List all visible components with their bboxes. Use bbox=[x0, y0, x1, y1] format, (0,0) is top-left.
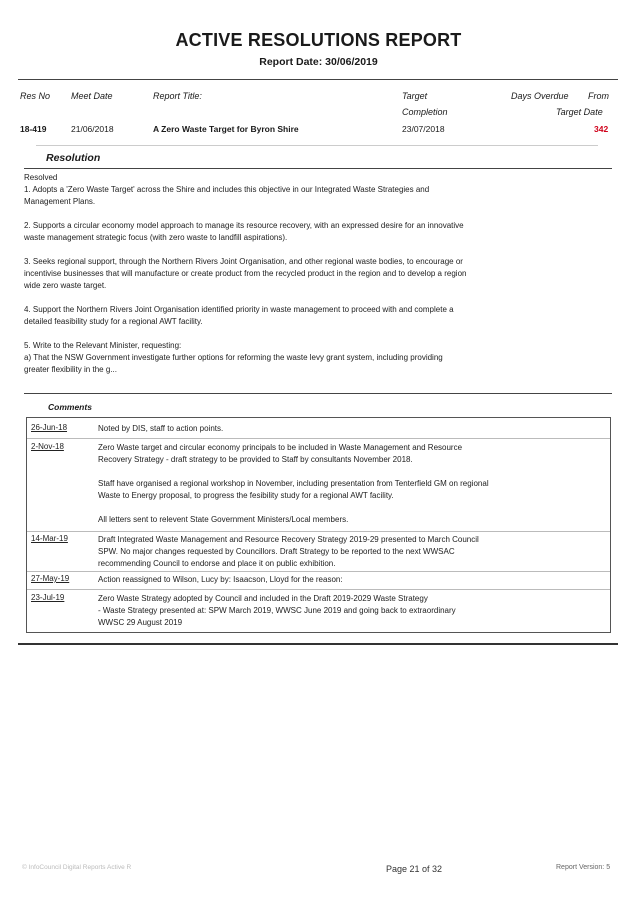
resolution-body bbox=[24, 172, 584, 376]
comment-text bbox=[98, 574, 598, 586]
page-bottom-rule bbox=[18, 643, 618, 645]
report-date: Report Date: 30/06/2019 bbox=[259, 56, 378, 68]
resolution-end-rule bbox=[24, 393, 612, 394]
record-res-no: 18-419 bbox=[20, 124, 47, 134]
resolution-p4b: detailed feasibility study for a regional AWT facility. bbox=[24, 317, 203, 326]
comment-line: WWSC 29 August 2019 bbox=[98, 618, 183, 627]
resolution-p3c: wide zero waste target. bbox=[24, 281, 107, 290]
record-meet-date: 21/06/2018 bbox=[71, 124, 114, 134]
footer-page-number: Page 21 of 32 bbox=[386, 864, 443, 874]
col-target-date: Target Date bbox=[556, 107, 603, 117]
comment-line: Waste to Energy proposal, to progress the fesibility study for a regional AWT facility. bbox=[98, 491, 394, 500]
comment-line: Recovery Strategy - draft strategy to be provided to Staff by consultants November 2018. bbox=[98, 455, 413, 464]
footer-copyright: © InfoCouncil Digital Reports Active R bbox=[22, 864, 132, 871]
col-from: From bbox=[588, 91, 609, 101]
comment-separator bbox=[27, 438, 610, 439]
comment-line: Noted by DIS, staff to action points. bbox=[98, 424, 224, 433]
resolution-p3b: incentivise businesses that will manufacture or create product from the recycled product in the region and to develop a region bbox=[24, 269, 467, 278]
resolution-p5c: greater flexibility in the g... bbox=[24, 365, 117, 374]
resolution-p1a: 1. Adopts a 'Zero Waste Target' across the Shire and includes this objective in our Integrated Waste Strategies and bbox=[24, 185, 430, 194]
resolution-rule bbox=[24, 168, 612, 169]
comment-date: 27-May-19 bbox=[31, 574, 70, 583]
comment-separator bbox=[27, 571, 610, 572]
comment-line: recommending Council to endorse and place it on public exhibition. bbox=[98, 559, 336, 568]
resolution-p5b: a) That the NSW Government investigate further options for reforming the waste levy grant system, including providing bbox=[24, 353, 443, 362]
col-target-1: Target bbox=[402, 91, 428, 101]
record-report-title: A Zero Waste Target for Byron Shire bbox=[153, 124, 299, 134]
col-target-2: Completion bbox=[402, 107, 448, 117]
comment-date: 26-Jun-18 bbox=[31, 423, 68, 432]
comment-line: All letters sent to relevent State Government Ministers/Local members. bbox=[98, 515, 349, 524]
comment-date: 23-Jul-19 bbox=[31, 593, 65, 602]
resolution-p2b: waste management strategic focus (with zero waste to landfill aspirations). bbox=[24, 233, 288, 242]
comment-text bbox=[98, 423, 598, 435]
comment-line: - Waste Strategy presented at: SPW March 2019, WWSC June 2019 and going back to extraordinary bbox=[98, 606, 456, 615]
comment-text bbox=[98, 534, 598, 570]
footer-version: Report Version: 5 bbox=[556, 864, 611, 871]
resolution-heading: Resolution bbox=[46, 152, 101, 164]
comments-heading: Comments bbox=[48, 402, 92, 412]
comment-line: Action reassigned to Wilson, Lucy by: Isaacson, Lloyd for the reason: bbox=[98, 575, 343, 584]
comment-text bbox=[98, 593, 598, 629]
comment-line: Zero Waste target and circular economy principals to be included in Waste Management and Resource bbox=[98, 443, 463, 452]
resolution-p5a: 5. Write to the Relevant Minister, requesting: bbox=[24, 341, 182, 350]
record-divider bbox=[36, 145, 598, 146]
comment-date: 2-Nov-18 bbox=[31, 442, 64, 451]
comment-line: SPW. No major changes requested by Councillors. Draft Strategy to be reported to the next WWSAC bbox=[98, 547, 455, 556]
comment-line: Staff have organised a regional workshop in November, including presentation from Tenterfield GM on regional bbox=[98, 479, 489, 488]
resolution-p2a: 2. Supports a circular economy model approach to manage its resource recovery, with an expressed desire for an innovative bbox=[24, 221, 464, 230]
col-days-overdue: Days Overdue bbox=[511, 91, 569, 101]
comment-text bbox=[98, 442, 598, 526]
comment-date: 14-Mar-19 bbox=[31, 534, 68, 543]
resolution-p3a: 3. Seeks regional support, through the Northern Rivers Joint Organisation, and other regional waste bodies, to encourage or bbox=[24, 257, 463, 266]
resolution-p4a: 4. Support the Northern Rivers Joint Organisation identified priority in waste management to proceed with and complete a bbox=[24, 305, 454, 314]
comment-separator bbox=[27, 531, 610, 532]
resolved-label: Resolved bbox=[24, 173, 58, 182]
record-days-overdue: 342 bbox=[594, 124, 609, 134]
record-target-completion: 23/07/2018 bbox=[402, 124, 445, 134]
col-meet-date: Meet Date bbox=[71, 91, 113, 101]
resolution-p1b: Management Plans. bbox=[24, 197, 96, 206]
header-top-rule bbox=[18, 79, 618, 80]
report-title: ACTIVE RESOLUTIONS REPORT bbox=[175, 30, 462, 50]
comment-line: Draft Integrated Waste Management and Resource Recovery Strategy 2019-29 presented to March Council bbox=[98, 535, 479, 544]
col-report-title: Report Title: bbox=[153, 91, 202, 101]
comment-separator bbox=[27, 589, 610, 590]
col-res-no: Res No bbox=[20, 91, 51, 101]
comment-line: Zero Waste Strategy adopted by Council and included in the Draft 2019-2029 Waste Strategy bbox=[98, 594, 428, 603]
